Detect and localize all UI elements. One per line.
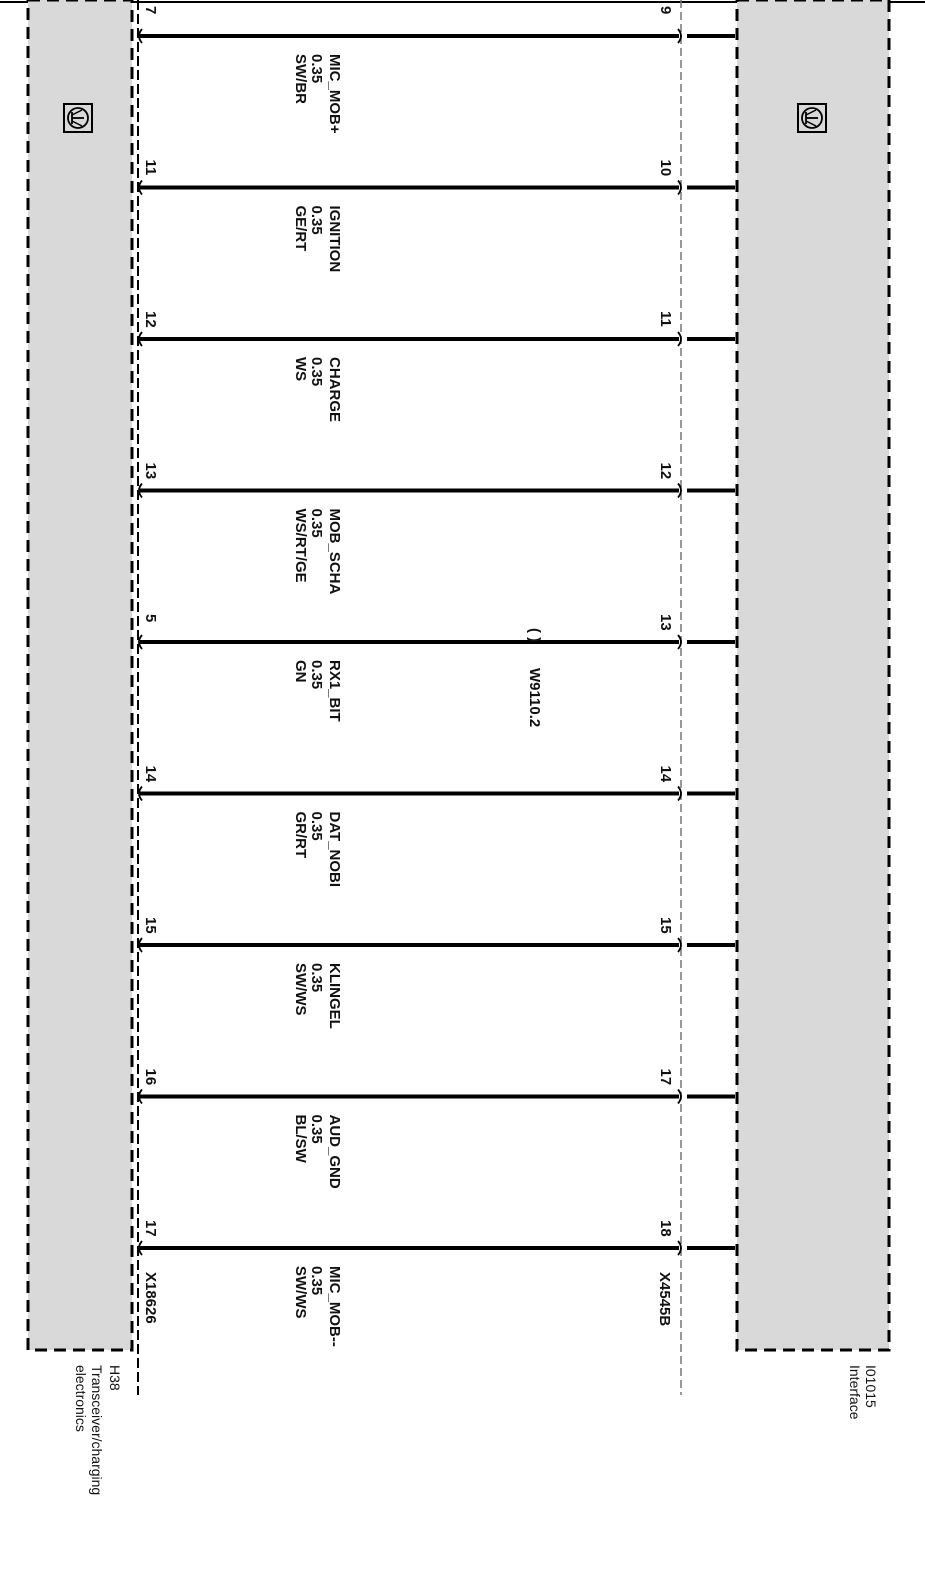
wire-group (139, 6, 735, 1347)
wire-color: GN (292, 660, 309, 683)
wire-signal-name: AUD_GND (326, 1114, 343, 1189)
wire-size: 0.35 (308, 205, 325, 235)
wire-size: 0.35 (308, 508, 325, 538)
left-pin-number: 13 (142, 462, 159, 480)
wire-size: 0.35 (308, 357, 325, 387)
harness-label: W9110.2 (526, 668, 543, 728)
left-component-box (28, 0, 132, 1350)
wire-color: SW/BR (292, 54, 309, 104)
wire-color: WS/RT/GE (292, 508, 309, 583)
wire-size: 0.35 (308, 660, 325, 690)
left-connector-label: X18626 (142, 1272, 159, 1324)
wire-signal-name: IGNITION (326, 205, 343, 273)
left-component-id: H38 (107, 1365, 123, 1391)
right-component-name: Interface (847, 1365, 863, 1420)
wire-color: WS (292, 357, 309, 382)
right-component-id: I01015 (863, 1365, 879, 1408)
left-pin-number: 7 (142, 6, 159, 15)
wire-size: 0.35 (308, 54, 325, 84)
right-pin-number: 18 (657, 1220, 674, 1237)
left-pin-number: 5 (142, 614, 159, 623)
wire-size: 0.35 (308, 963, 325, 993)
wire-color: BL/SW (292, 1114, 309, 1163)
wire-color: SW/WS (292, 1266, 309, 1319)
left-pin-number: 17 (142, 1220, 159, 1237)
left-pin-number: 14 (142, 765, 159, 783)
wire-signal-name: MIC_MOB+ (326, 54, 343, 134)
right-pin-number: 15 (657, 917, 674, 934)
wire-color: GR/RT (292, 811, 309, 859)
right-pin-number: 17 (657, 1068, 674, 1086)
left-pin-number: 15 (142, 917, 159, 934)
wire-signal-name: CHARGE (326, 357, 343, 423)
right-pin-number: 9 (657, 6, 674, 15)
wire-size: 0.35 (308, 811, 325, 841)
wire-signal-name: RX1_BIT (326, 660, 343, 722)
wire-signal-name: DAT_NOBI (326, 811, 343, 888)
right-pin-number: 13 (657, 614, 674, 631)
wire-color: GE/RT (292, 205, 309, 252)
wire-size: 0.35 (308, 1266, 325, 1296)
left-component-name-line1: Transceiver/charging (89, 1365, 105, 1496)
wire-signal-name: KLINGEL (326, 963, 343, 1029)
wire-signal-name: MOB_SCHA (326, 508, 343, 595)
right-pin-number: 11 (657, 311, 674, 327)
wire-color: SW/WS (292, 963, 309, 1016)
left-pin-number: 11 (142, 159, 159, 176)
right-component-box (737, 0, 889, 1350)
right-pin-number: 10 (657, 159, 674, 177)
left-component-name-line2: electronics (73, 1365, 89, 1432)
wire-signal-name: MIC_MOB-- (326, 1266, 343, 1347)
wire-size: 0.35 (308, 1114, 325, 1144)
left-pin-number: 12 (142, 311, 159, 328)
right-pin-number: 14 (657, 765, 674, 783)
left-pin-number: 16 (142, 1068, 159, 1086)
harness-bracket: ( ) (526, 628, 543, 643)
right-connector-label: X4545B (656, 1272, 673, 1327)
right-pin-number: 12 (657, 462, 674, 480)
